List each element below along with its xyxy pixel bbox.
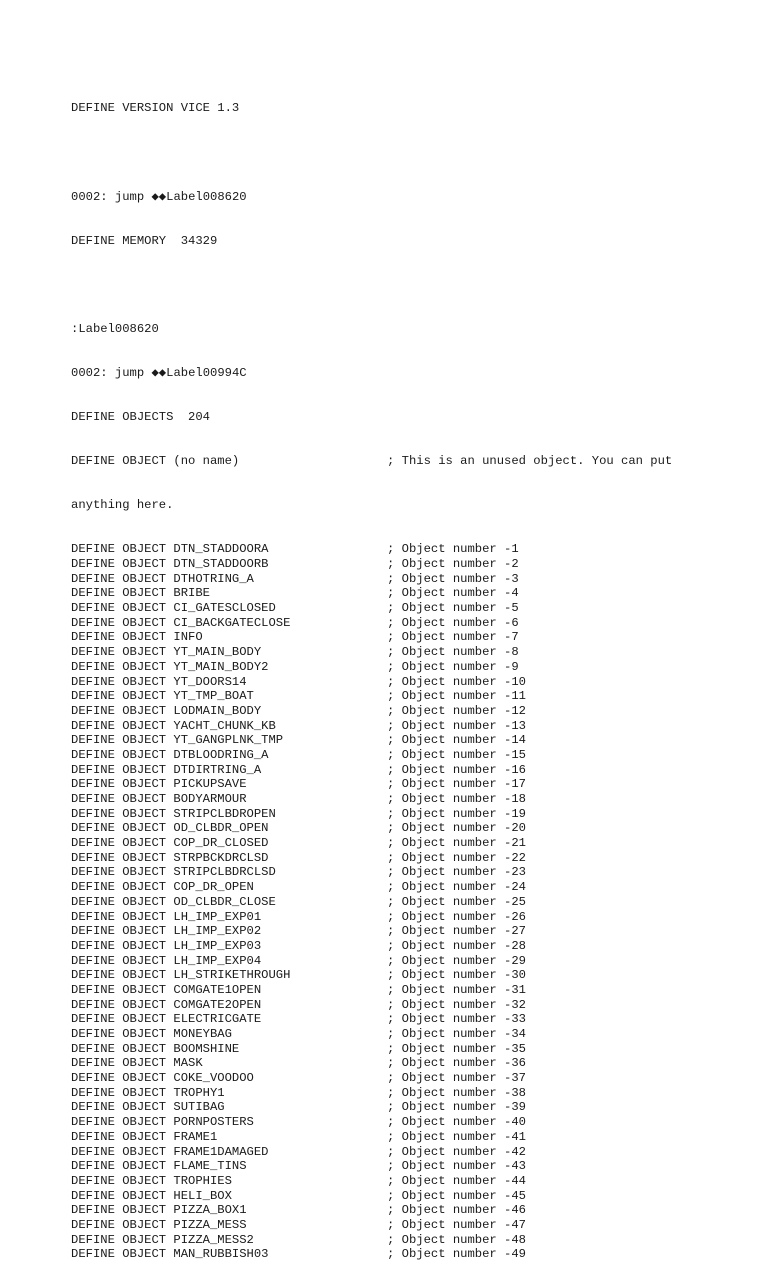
object-comment: ; Object number -34 xyxy=(387,1027,526,1042)
object-row xyxy=(71,675,751,690)
object-row xyxy=(71,586,751,601)
object-row xyxy=(71,851,751,866)
object-declaration: DEFINE OBJECT ELECTRICGATE xyxy=(71,1012,262,1027)
object-comment: ; Object number -13 xyxy=(387,718,526,733)
object-comment: ; Object number -36 xyxy=(387,1056,526,1071)
object-declaration: DEFINE OBJECT COMGATE2OPEN xyxy=(71,997,262,1012)
jump-line: 0002: jump ◆◆Label008620 xyxy=(71,189,247,204)
object-row xyxy=(71,616,751,631)
memory-line: DEFINE MEMORY 34329 xyxy=(71,233,218,248)
object-comment: ; Object number -42 xyxy=(387,1144,526,1159)
object-comment: ; Object number -19 xyxy=(387,806,526,821)
object-row xyxy=(71,1071,751,1086)
object-comment: ; Object number -14 xyxy=(387,733,526,748)
object-row xyxy=(71,954,751,969)
object-declaration: DEFINE OBJECT BRIBE xyxy=(71,586,210,601)
object-row xyxy=(71,792,751,807)
object-row xyxy=(71,807,751,822)
object-row xyxy=(71,542,751,557)
object-declaration: DEFINE OBJECT YT_GANGPLNK_TMP xyxy=(71,733,284,748)
object-comment: ; Object number -32 xyxy=(387,997,526,1012)
object-row xyxy=(71,836,751,851)
object-row xyxy=(71,1056,751,1071)
object-declaration: DEFINE OBJECT DTN_STADDOORB xyxy=(71,557,269,572)
object-comment: ; Object number -49 xyxy=(387,1247,526,1262)
object-declaration: DEFINE OBJECT PIZZA_BOX1 xyxy=(71,1203,247,1218)
object-declaration: DEFINE OBJECT DTBLOODRING_A xyxy=(71,747,269,762)
object-declaration: DEFINE OBJECT YT_MAIN_BODY xyxy=(71,645,262,660)
object-comment: ; Object number -25 xyxy=(387,894,526,909)
object-row xyxy=(71,454,751,469)
object-declaration: DEFINE OBJECT LH_IMP_EXP04 xyxy=(71,953,262,968)
object-row xyxy=(71,1159,751,1174)
object-row xyxy=(71,777,751,792)
object-comment: ; Object number -48 xyxy=(387,1232,526,1247)
object-declaration: DEFINE OBJECT LH_IMP_EXP01 xyxy=(71,909,262,924)
object-declaration: DEFINE OBJECT (no name) xyxy=(71,454,240,469)
object-declaration: DEFINE OBJECT COMGATE1OPEN xyxy=(71,982,262,997)
object-declaration: DEFINE OBJECT DTN_STADDOORA xyxy=(71,542,269,557)
object-comment: ; Object number -24 xyxy=(387,880,526,895)
object-row xyxy=(71,1174,751,1189)
object-declaration: DEFINE OBJECT PIZZA_MESS2 xyxy=(71,1232,254,1247)
object-comment: ; Object number -18 xyxy=(387,792,526,807)
object-declaration: DEFINE OBJECT PORNPOSTERS xyxy=(71,1115,254,1130)
object-comment: ; Object number -30 xyxy=(387,968,526,983)
object-comment: ; Object number -3 xyxy=(387,571,519,586)
object-comment: ; Object number -20 xyxy=(387,821,526,836)
object-row xyxy=(71,1027,751,1042)
object-declaration: DEFINE OBJECT PICKUPSAVE xyxy=(71,777,247,792)
object-row xyxy=(71,1115,751,1130)
object-declaration: DEFINE OBJECT BODYARMOUR xyxy=(71,792,247,807)
version-line: DEFINE VERSION VICE 1.3 xyxy=(71,101,240,116)
object-comment: ; Object number -17 xyxy=(387,777,526,792)
object-declaration: DEFINE OBJECT TROPHY1 xyxy=(71,1085,225,1100)
object-comment: ; Object number -29 xyxy=(387,953,526,968)
object-row xyxy=(71,983,751,998)
object-row xyxy=(71,924,751,939)
object-row xyxy=(71,557,751,572)
object-comment: ; Object number -2 xyxy=(387,557,519,572)
object-declaration: DEFINE OBJECT MAN_RUBBISH03 xyxy=(71,1247,269,1262)
jump-line: 0002: jump ◆◆Label00994C xyxy=(71,365,247,380)
object-comment: ; Object number -23 xyxy=(387,865,526,880)
object-comment: ; Object number -31 xyxy=(387,982,526,997)
object-comment: ; Object number -45 xyxy=(387,1188,526,1203)
comment-continuation: anything here. xyxy=(71,498,174,513)
object-comment: ; Object number -10 xyxy=(387,674,526,689)
object-declaration: DEFINE OBJECT COP_DR_CLOSED xyxy=(71,836,269,851)
object-row xyxy=(71,1189,751,1204)
object-row xyxy=(71,1247,751,1262)
object-declaration: DEFINE OBJECT FRAME1DAMAGED xyxy=(71,1144,269,1159)
object-declaration: DEFINE OBJECT LH_IMP_EXP03 xyxy=(71,938,262,953)
object-comment: ; Object number -16 xyxy=(387,762,526,777)
object-declaration: DEFINE OBJECT TROPHIES xyxy=(71,1173,232,1188)
object-row xyxy=(71,968,751,983)
object-declaration: DEFINE OBJECT MASK xyxy=(71,1056,203,1071)
object-comment: ; Object number -33 xyxy=(387,1012,526,1027)
object-row xyxy=(71,910,751,925)
object-row xyxy=(71,880,751,895)
object-row xyxy=(71,895,751,910)
object-row xyxy=(71,748,751,763)
object-comment: ; Object number -1 xyxy=(387,542,519,557)
object-comment: ; Object number -9 xyxy=(387,659,519,674)
object-row xyxy=(71,1233,751,1248)
object-row xyxy=(71,1145,751,1160)
object-row xyxy=(71,939,751,954)
object-declaration: DEFINE OBJECT FRAME1 xyxy=(71,1129,218,1144)
object-comment: ; This is an unused object. You can put xyxy=(387,454,673,469)
blank-line xyxy=(71,278,751,293)
object-declaration: DEFINE OBJECT COP_DR_OPEN xyxy=(71,880,254,895)
object-comment: ; Object number -22 xyxy=(387,850,526,865)
object-declaration: DEFINE OBJECT SUTIBAG xyxy=(71,1100,225,1115)
object-comment: ; Object number -5 xyxy=(387,601,519,616)
object-comment: ; Object number -35 xyxy=(387,1041,526,1056)
object-row xyxy=(71,660,751,675)
object-comment: ; Object number -40 xyxy=(387,1115,526,1130)
object-comment: ; Object number -28 xyxy=(387,938,526,953)
object-comment: ; Object number -21 xyxy=(387,836,526,851)
object-declaration: DEFINE OBJECT YT_MAIN_BODY2 xyxy=(71,659,269,674)
object-declaration: DEFINE OBJECT LODMAIN_BODY xyxy=(71,703,262,718)
object-comment: ; Object number -7 xyxy=(387,630,519,645)
object-row xyxy=(71,998,751,1013)
object-declaration: DEFINE OBJECT YACHT_CHUNK_KB xyxy=(71,718,276,733)
object-declaration: DEFINE OBJECT PIZZA_MESS xyxy=(71,1217,247,1232)
object-declaration: DEFINE OBJECT OD_CLBDR_CLOSE xyxy=(71,894,276,909)
object-declaration: DEFINE OBJECT YT_TMP_BOAT xyxy=(71,689,254,704)
object-row xyxy=(71,763,751,778)
object-comment: ; Object number -46 xyxy=(387,1203,526,1218)
object-row xyxy=(71,572,751,587)
object-declaration: DEFINE OBJECT DTDIRTRING_A xyxy=(71,762,262,777)
object-declaration: DEFINE OBJECT INFO xyxy=(71,630,203,645)
object-comment: ; Object number -4 xyxy=(387,586,519,601)
object-comment: ; Object number -26 xyxy=(387,909,526,924)
object-row xyxy=(71,645,751,660)
object-row xyxy=(71,1042,751,1057)
object-row xyxy=(71,1130,751,1145)
object-declaration: DEFINE OBJECT YT_DOORS14 xyxy=(71,674,247,689)
object-comment: ; Object number -27 xyxy=(387,924,526,939)
object-row xyxy=(71,1012,751,1027)
object-declaration: DEFINE OBJECT COKE_VOODOO xyxy=(71,1071,254,1086)
objects-count-line: DEFINE OBJECTS 204 xyxy=(71,410,210,425)
object-comment: ; Object number -39 xyxy=(387,1100,526,1115)
object-declaration: DEFINE OBJECT CI_BACKGATECLOSE xyxy=(71,615,291,630)
object-declaration: DEFINE OBJECT FLAME_TINS xyxy=(71,1159,247,1174)
object-row xyxy=(71,1100,751,1115)
object-declaration: DEFINE OBJECT CI_GATESCLOSED xyxy=(71,601,276,616)
object-row xyxy=(71,601,751,616)
object-row xyxy=(71,821,751,836)
object-declaration: DEFINE OBJECT OD_CLBDR_OPEN xyxy=(71,821,269,836)
object-comment: ; Object number -47 xyxy=(387,1217,526,1232)
object-row xyxy=(71,733,751,748)
object-declaration: DEFINE OBJECT MONEYBAG xyxy=(71,1027,232,1042)
object-row xyxy=(71,719,751,734)
object-declaration: DEFINE OBJECT STRPBCKDRCLSD xyxy=(71,850,269,865)
object-comment: ; Object number -15 xyxy=(387,747,526,762)
object-comment: ; Object number -11 xyxy=(387,689,526,704)
object-declaration: DEFINE OBJECT BOOMSHINE xyxy=(71,1041,240,1056)
script-document xyxy=(71,72,751,1277)
object-comment: ; Object number -44 xyxy=(387,1173,526,1188)
label-line: :Label008620 xyxy=(71,321,159,336)
object-comment: ; Object number -12 xyxy=(387,703,526,718)
object-row xyxy=(71,630,751,645)
object-comment: ; Object number -8 xyxy=(387,645,519,660)
object-declaration: DEFINE OBJECT STRIPCLBDROPEN xyxy=(71,806,276,821)
object-comment: ; Object number -37 xyxy=(387,1071,526,1086)
object-row xyxy=(71,689,751,704)
object-row xyxy=(71,704,751,719)
object-comment: ; Object number -6 xyxy=(387,615,519,630)
object-comment: ; Object number -41 xyxy=(387,1129,526,1144)
object-list xyxy=(71,542,751,1262)
object-declaration: DEFINE OBJECT DTHOTRING_A xyxy=(71,571,254,586)
object-row xyxy=(71,865,751,880)
object-row xyxy=(71,1086,751,1101)
object-declaration: DEFINE OBJECT LH_STRIKETHROUGH xyxy=(71,968,291,983)
blank-line xyxy=(71,146,751,161)
object-row xyxy=(71,1218,751,1233)
object-row xyxy=(71,1203,751,1218)
object-declaration: DEFINE OBJECT STRIPCLBDRCLSD xyxy=(71,865,276,880)
object-declaration: DEFINE OBJECT LH_IMP_EXP02 xyxy=(71,924,262,939)
object-declaration: DEFINE OBJECT HELI_BOX xyxy=(71,1188,232,1203)
object-comment: ; Object number -38 xyxy=(387,1085,526,1100)
object-comment: ; Object number -43 xyxy=(387,1159,526,1174)
